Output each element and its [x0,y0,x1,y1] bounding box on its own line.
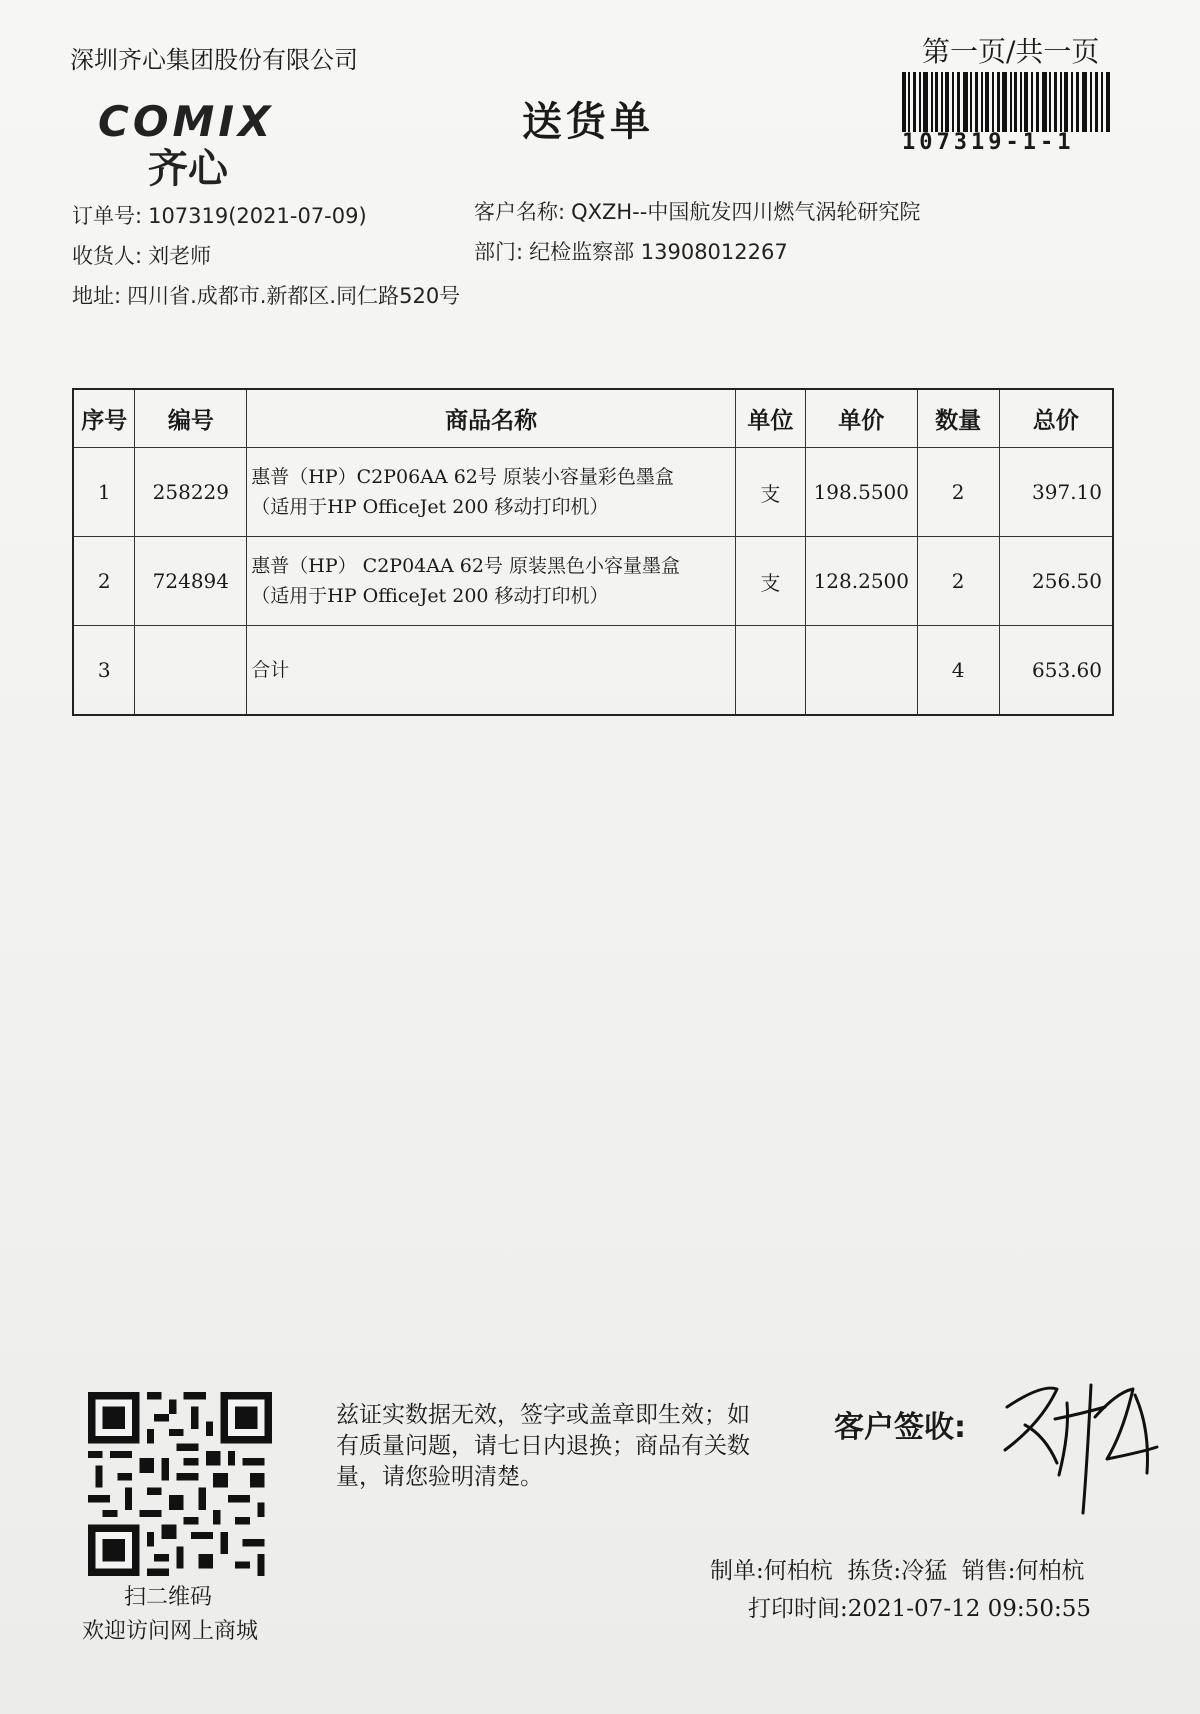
cell-seq: 3 [73,626,135,716]
comix-logo [96,96,316,188]
document-title: 送货单 [522,99,654,145]
name-line2: （适用于HP OfficeJet 200 移动打印机） [251,496,609,518]
barcode-icon [902,72,1112,132]
company-name: 深圳齐心集团股份有限公司 [70,46,358,74]
header-unit: 单位 [735,389,805,448]
name-line1: 惠普（HP）C2P06AA 62号 原装小容量彩色墨盒 [251,466,674,488]
header-qty: 数量 [917,389,999,448]
address-value: 四川省.成都市.新都区.同仁路520号 [127,284,461,308]
customer-label: 客户名称: [474,200,566,224]
cell-qty: 2 [917,537,999,626]
dept-value: 纪检监察部 13908012267 [529,240,788,264]
order-number [72,200,367,230]
cell-qty: 2 [917,448,999,537]
table-header-row [73,389,1113,448]
department [474,236,788,266]
customer-value: QXZH--中国航发四川燃气涡轮研究院 [571,200,921,224]
svg-text:齐心: 齐心 [148,146,228,188]
cell-seq: 1 [73,448,135,537]
cell-unit: 支 [735,448,805,537]
name-line1: 合计 [251,659,290,681]
handwritten-signature [995,1355,1165,1515]
qr-code-icon [88,1392,272,1576]
receiver-label: 收货人: [72,244,143,268]
cell-unit [735,626,805,716]
header-seq: 序号 [73,389,135,448]
address [72,280,460,310]
table-row-total [73,626,1113,716]
address-label: 地址: [72,284,122,308]
header-price: 单价 [805,389,917,448]
page-info: 第一页/共一页 [922,35,1100,68]
cell-price [805,626,917,716]
cell-name [247,626,736,716]
cell-price: 198.5500 [805,448,917,537]
cell-code: 258229 [135,448,247,537]
print-time: 打印时间:2021-07-12 09:50:55 [748,1596,1091,1622]
header-code: 编号 [135,389,247,448]
header-total: 总价 [999,389,1113,448]
cell-total: 256.50 [999,537,1113,626]
cell-name [247,448,736,537]
customer-sign-label: 客户签收: [834,1410,966,1445]
barcode-number: 107319-1-1 [902,130,1075,155]
dept-label: 部门: [474,240,524,264]
cell-qty: 4 [917,626,999,716]
notice-text: 兹证实数据无效，签字或盖章即生效；如有质量问题，请七日内退换；商品有关数量，请您验明清楚。 [336,1402,750,1490]
cell-total: 397.10 [999,448,1113,537]
qr-caption-mall: 欢迎访问网上商城 [82,1619,259,1644]
table-row [73,448,1113,537]
cell-name [247,537,736,626]
svg-text:COMIX: COMIX [98,97,275,146]
cell-price: 128.2500 [805,537,917,626]
staff-info: 制单:何柏杭 拣货:冷猛 销售:何柏杭 [710,1558,1085,1584]
name-line2: （适用于HP OfficeJet 200 移动打印机） [251,585,609,607]
cell-seq: 2 [73,537,135,626]
items-table [72,388,1114,716]
cell-total: 653.60 [999,626,1113,716]
table-row [73,537,1113,626]
receiver [72,240,211,270]
cell-code [135,626,247,716]
cell-unit: 支 [735,537,805,626]
order-label: 订单号: [72,204,143,228]
name-line1: 惠普（HP） C2P04AA 62号 原装黑色小容量墨盒 [251,555,680,577]
receiver-value: 刘老师 [148,244,212,268]
customer-name [474,196,920,226]
cell-code: 724894 [135,537,247,626]
order-value: 107319(2021-07-09) [148,204,367,228]
qr-caption-scan: 扫二维码 [124,1585,213,1610]
header-name: 商品名称 [247,389,736,448]
